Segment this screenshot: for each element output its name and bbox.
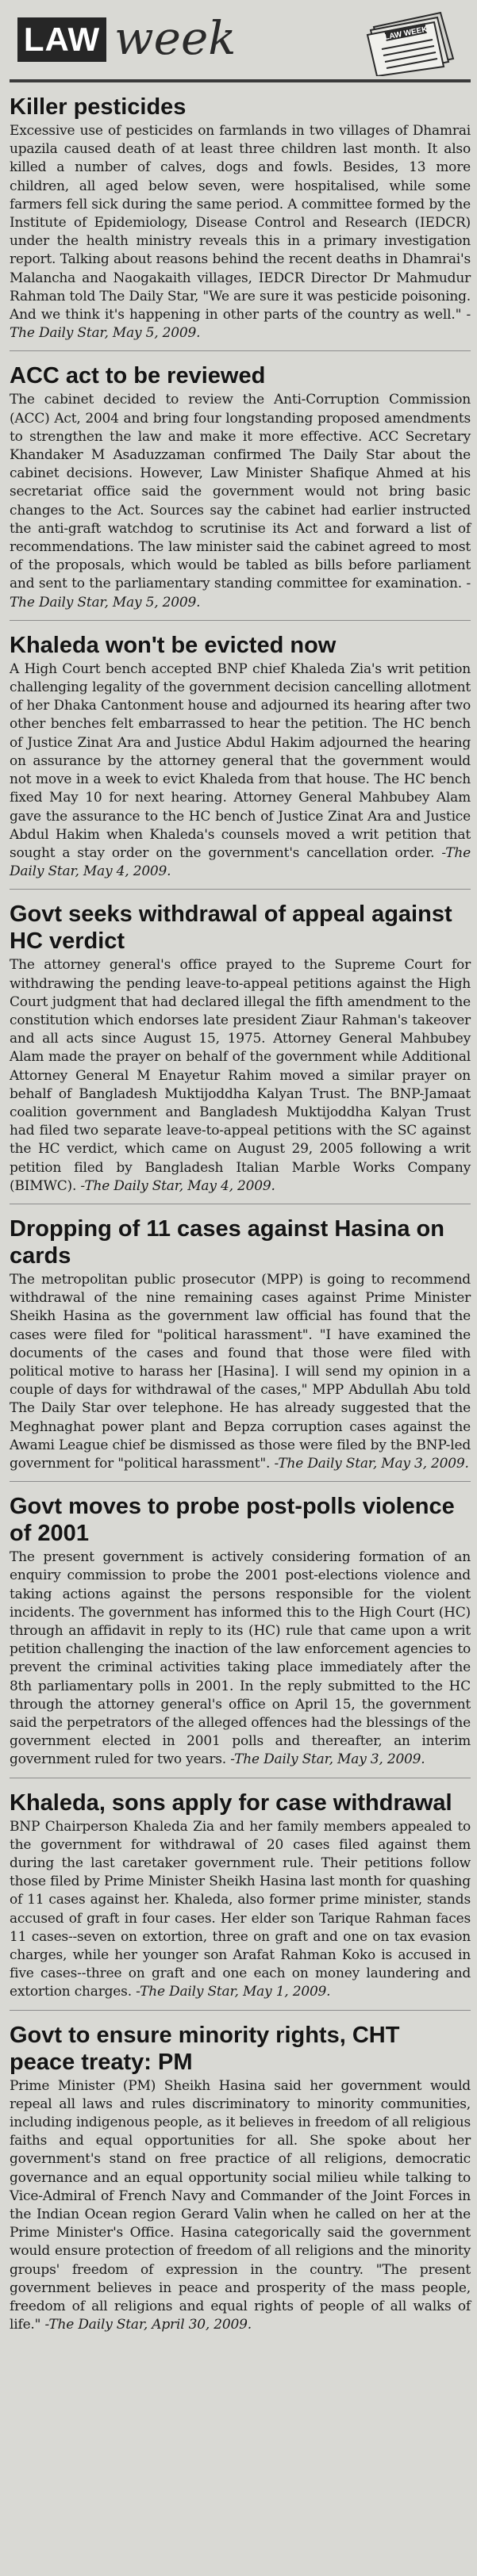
headline: Dropping of 11 cases against Hasina on cards [10,1215,444,1269]
divider [10,620,471,621]
newspaper-stack-logo [361,3,463,76]
headline: Govt moves to probe post-polls violence of 2001 [10,1494,455,1547]
week-label: week [114,11,237,65]
article-source: -The Daily Star, May 5, 2009. [10,307,471,342]
article-khaleda-sons [10,1789,471,2002]
law-label: LAW [17,17,106,62]
divider [10,1481,471,1482]
headline: Govt to ensure minority rights, CHT peace treaty: PM [10,2022,400,2075]
headline: Khaleda won't be evicted now [10,632,337,658]
headline: ACC act to be reviewed [10,363,266,389]
article-source: -The Daily Star, April 30, 2009. [44,2317,252,2333]
divider [10,2010,471,2011]
article-source: -The Daily Star, May 3, 2009. [274,1455,469,1472]
article-acc-act [10,362,471,611]
article-body: A High Court bench accepted BNP chief Khaleda Zia's writ petition challenging legality of the government decision cancelling allotment of her Dhaka Cantonment house and adjourned its hearing after two other benches felt embarrassed to hear the petition. The HC bench of Justice Zinat Ara and Justice Abdul Hakim adjourned the hearing on assurance by the attorney general that the government would not move in a week to evict Khaleda from that house. The HC bench fixed May 10 for next hearing. Attorney General Mahbubey Alam gave the assurance to the HC bench of Justice Zinat Ara and Justice Abdul Hakim when Khaleda's counsels moved a writ petition that sought a stay order on the government's cancellation order. [10,660,471,861]
article-post-polls-violence [10,1493,471,1769]
headline: Killer pesticides [10,94,187,120]
article-body: The present government is actively considering formation of an enquiry commission to probe the 2001 post-elections violence and taking actions against the persons responsible for the violent incidents. The government has informed this to the High Court (HC) through an affidavit in reply to its (HC) rule that came upon a writ petition challenging the inaction of the law enforcement agencies to prevent the criminal activities taking place immediately after the 8th parliamentary polls in 2001. In the reply submitted to the HC through the attorney general's office on April 15, the government said the perpetrators of the alleged offences had the blessings of the government elected in 2001 polls and thereafter, an interim government ruled for two years. [10,1549,471,1768]
article-body: Excessive use of pesticides on farmlands in two villages of Dhamrai upazila caused death of at least three children last month. It also killed a number of calves, dogs and fowls. Besides, 13 more children, all aged below seven, were hospitalised, while some farmers fell sick during the same period. A committee formed by the Institute of Epidemiology, Disease Control and Research (IEDCR) under the health ministry reveals this in a primary investigation report. Talking about reasons behind the recent deaths in Dhamrai's Malancha and Naogakaith villages, IEDCR Director Dr Mahmudur Rahman told The Daily Star, "We are sure it was pesticide poisoning. And we think it's happening in other parts of the country as well." [10,123,471,323]
article-body: Prime Minister (PM) Sheikh Hasina said her government would repeal all laws and rules discriminatory to minority communities, including indigenous people, as it believes in freedom of all religious faiths and equal opportunities for all. She spoke about her government's stand on free practice of all religions, democratic governance and an equal opportunity social milieu while talking to Vice-Admiral of French Navy and Commander of the Joint Forces in the Indian Ocean region Gerard Valin when he called on her at the Prime Minister's Office. Hasina categorically said the government would ensure protection of freedom of all religions and the minority groups' freedom of expression in the country. "The present government believes in peace and prosperity of the mass people, freedom of all religions and equal rights of people of all walks of life." [10,2077,471,2333]
article-appeal-withdrawal [10,901,471,1196]
article-khaleda-eviction [10,632,471,881]
logo-text: LAW WEEK [383,25,429,43]
article-body: The attorney general's office prayed to the Supreme Court for withdrawing the pending leave-to-appeal petitions against the High Court judgment that had declared illegal the fifth amendment to the constitution which endorses late president Ziaur Rahman's takeover and all acts since August 15, 1975. Attorney General Mahbubey Alam made the prayer on behalf of the government while Additional Attorney General M Enayetur Rahim moved a similar prayer on behalf of Bangladesh Muktijoddha Kalyan Trust. The BNP-Jamaat coalition government and Bangladesh Muktijoddha Kalyan Trust had filed two separate leave-to-appeal petitions with the SC against the HC verdict, which came on August 29, 2005 following a writ petition filed by Bangladesh Italian Marble Works Company (BIMWC). [10,957,471,1194]
article-body: The cabinet decided to review the Anti-Corruption Commission (ACC) Act, 2004 and bring four longstanding proposed amendments to strengthen the law and make it more effective. ACC Secretary Khandaker M Asaduzzaman confirmed The Daily Star about the cabinet decisions. However, Law Minister Shafique Ahmed at his secretariat office said the government would not bring basic changes to the Act. Sources say the cabinet had earlier instructed the anti-graft watchdog to scrutinise its Act and forward a list of recommendations. The law minister said the cabinet agreed to most of the proposals, which would be tabled as bills before parliament and sent to the parliamentary standing committee for examination. [10,392,471,592]
article-source: -The Daily Star, May 4, 2009. [10,844,471,880]
headline: Khaleda, sons apply for case withdrawal [10,1789,452,1816]
masthead [10,0,471,82]
article-body: The metropolitan public prosecutor (MPP) is going to recommend withdrawal of the nine remaining cases against Prime Minister Sheikh Hasina as the government law official has found that the cases were filed for "political harassment". "I have examined the documents of the cases and found that those were filed with political motive to harass her [Hasina]. I will send my opinion in a couple of days for withdrawal of the cases," MPP Abdullah Abu told The Daily Star over telephone. He has already suggested that the Meghnaghat power plant and Bepza corruption cases against the Awami League chief be dismissed as those were filed by the BNP-led government for "political harassment". [10,1271,471,1472]
article-body: BNP Chairperson Khaleda Zia and her family members appealed to the government for withdrawal of 20 cases filed against them during the last caretaker government rule. Their petitions follow those filed by Prime Minister Sheikh Hasina last month for quashing of 11 cases against her. Khaleda, also former prime minister, stands accused of graft in four cases. Her elder son Tarique Rahman faces 11 cases--seven on extortion, three on graft and one on tax evasion charges, while her younger son Arafat Rahman Koko is accused in five cases--three on graft and one each on money laundering and extortion charges. [10,1818,471,2000]
article-minority-rights [10,2022,471,2335]
article-source: -The Daily Star, May 5, 2009. [10,576,471,611]
headline: Govt seeks withdrawal of appeal against HC verdict [10,901,452,955]
divider [10,350,471,351]
article-hasina-cases [10,1215,471,1473]
article-source: -The Daily Star, May 1, 2009. [136,1984,331,2000]
divider [10,889,471,890]
article-source: -The Daily Star, May 4, 2009. [80,1177,275,1194]
article-source: -The Daily Star, May 3, 2009. [230,1751,425,1768]
article-killer-pesticides [10,94,471,343]
